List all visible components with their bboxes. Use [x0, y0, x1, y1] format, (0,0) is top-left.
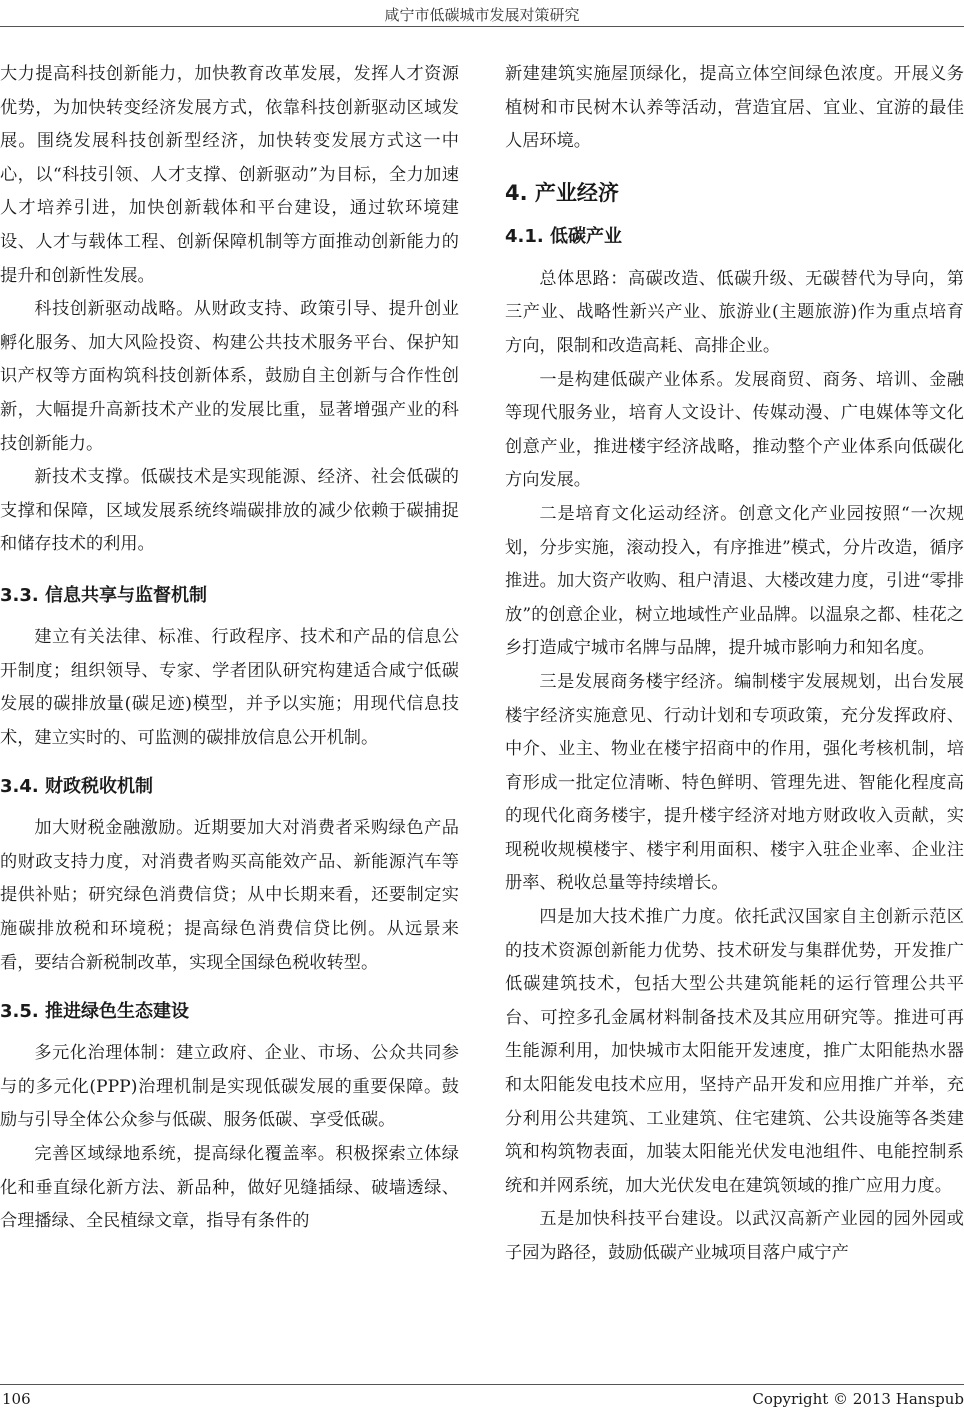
page-number: 106 — [2, 1390, 31, 1408]
heading-3-5: 3.5. 推进绿色生态建设 — [0, 1001, 189, 1023]
paragraph-intro: 大力提高科技创新能力，加快教育改革发展，发挥人才资源优势，为加快转变经济发展方式，依靠科技创新驱动区域发展。围绕发展科技创新型经济，加快转变发展方式这一中心，以“科技引领、人才支撑、创新驱动”为目标，全力加速人才培养引进，加快创新载体和平台建设，通过软环境建设、人才与载体工程、创新保障机制等方面推动创新能力的提升和创新性发展。 — [0, 64, 459, 286]
paragraph-3-3: 建立有关法律、标准、行政程序、技术和产品的信息公开制度；组织领导、专家、学者团队研究构建适合咸宁低碳发展的碳排放量(碳足迹)模型，并予以实施；用现代信息技术，建立实时的、可监测的碳排放信息公开机制。 — [0, 626, 459, 748]
paragraph-overall: 总体思路：高碳改造、低碳升级、无碳替代为导向，第三产业、战略性新兴产业、旅游业(主题旅游)作为重点培育方向，限制和改造高耗、高排企业。 — [505, 268, 964, 356]
heading-4-1: 4.1. 低碳产业 — [505, 225, 622, 247]
heading-3-3: 3.3. 信息共享与监督机制 — [0, 584, 207, 606]
right-column — [505, 58, 964, 1271]
paragraph-point-two: 二是培育文化运动经济。创意文化产业园按照“一次规划，分步实施，滚动投入，有序推进”模式，分片改造，循序推进。加大资产收购、租户清退、大楼改建力度，引进“零排放”的创意企业，树立地域性产业品牌。以温泉之都、桂花之乡打造咸宁城市名牌与品牌，提升城市影响力和知名度。 — [505, 503, 964, 659]
paragraph-greening-cont: 新建建筑实施屋顶绿化，提高立体空间绿色浓度。开展义务植树和市民树木认养等活动，营造宜居、宜业、宜游的最佳人居环境。 — [505, 64, 964, 152]
paragraph-3-5-greening: 完善区域绿地系统，提高绿化覆盖率。积极探索立体绿化和垂直绿化新方法、新品种，做好见缝插绿、破墙透绿、合理播绿、全民植绿文章，指导有条件的 — [0, 1144, 459, 1232]
running-title: 咸宁市低碳城市发展对策研究 — [384, 6, 580, 24]
paragraph-point-five: 五是加快科技平台建设。以武汉高新产业园的园外园或子园为路径，鼓励低碳产业城项目落户咸宁产 — [505, 1209, 964, 1263]
copyright-notice: Copyright © 2013 Hanspub — [752, 1390, 964, 1408]
footer-rule — [0, 1384, 964, 1385]
paragraph-3-4: 加大财税金融激励。近期要加大对消费者采购绿色产品的财政支持力度，对消费者购买高能效产品、新能源汽车等提供补贴；研究绿色消费信贷；从中长期来看，还要制定实施碳排放税和环境税；提高绿色消费信贷比例。从远景来看，要结合新税制改革，实现全国绿色税收转型。 — [0, 818, 459, 973]
header-rule — [0, 26, 964, 27]
paragraph-point-three: 三是发展商务楼宇经济。编制楼宇发展规划，出台发展楼宇经济实施意见、行动计划和专项政策，充分发挥政府、中介、业主、物业在楼宇招商中的作用，强化考核机制，培育形成一批定位清晰、特色鲜明、管理先进、智能化程度高的现代化商务楼宇，提升楼宇经济对地方财政收入贡献，实现税收规模楼宇、楼宇利用面积、楼宇入驻企业率、企业注册率、税收总量等持续增长。 — [505, 671, 964, 894]
paragraph-point-four: 四是加大技术推广力度。依托武汉国家自主创新示范区的技术资源创新能力优势、技术研发与集群优势，开发推广低碳建筑技术，包括大型公共建筑能耗的运行管理公共平台、可控多孔金属材料制备技术及其应用研究等。推进可再生能源利用，加快城市太阳能开发速度，推广太阳能热水器和太阳能发电技术应用，坚持产品开发和应用推广并举，充分利用公共建筑、工业建筑、住宅建筑、公共设施等各类建筑和构筑物表面，加装太阳能光伏发电池组件、电能控制系统和并网系统，加大光伏发电在建筑领域的推广应用力度。 — [505, 907, 964, 1196]
left-column — [0, 58, 459, 1239]
paragraph-point-one: 一是构建低碳产业体系。发展商贸、商务、培训、金融等现代服务业，培育人文设计、传媒动漫、广电媒体等文化创意产业，推进楼宇经济战略，推动整个产业体系向低碳化方向发展。 — [505, 369, 964, 491]
heading-3-4: 3.4. 财政税收机制 — [0, 776, 153, 798]
paragraph-tech-support: 新技术支撑。低碳技术是实现能源、经济、社会低碳的支撑和保障，区域发展系统终端碳排放的减少依赖于碳捕捉和储存技术的利用。 — [0, 467, 459, 555]
paragraph-strategy: 科技创新驱动战略。从财政支持、政策引导、提升创业孵化服务、加大风险投资、构建公共技术服务平台、保护知识产权等方面构筑科技创新体系，鼓励自主创新与合作性创新，大幅提升高新技术产业的发展比重，显著增强产业的科技创新能力。 — [0, 299, 459, 454]
heading-4: 4. 产业经济 — [505, 180, 619, 205]
paragraph-3-5-governance: 多元化治理体制：建立政府、企业、市场、公众共同参与的多元化(PPP)治理机制是实现低碳发展的重要保障。鼓励与引导全体公众参与低碳、服务低碳、享受低碳。 — [0, 1043, 459, 1131]
